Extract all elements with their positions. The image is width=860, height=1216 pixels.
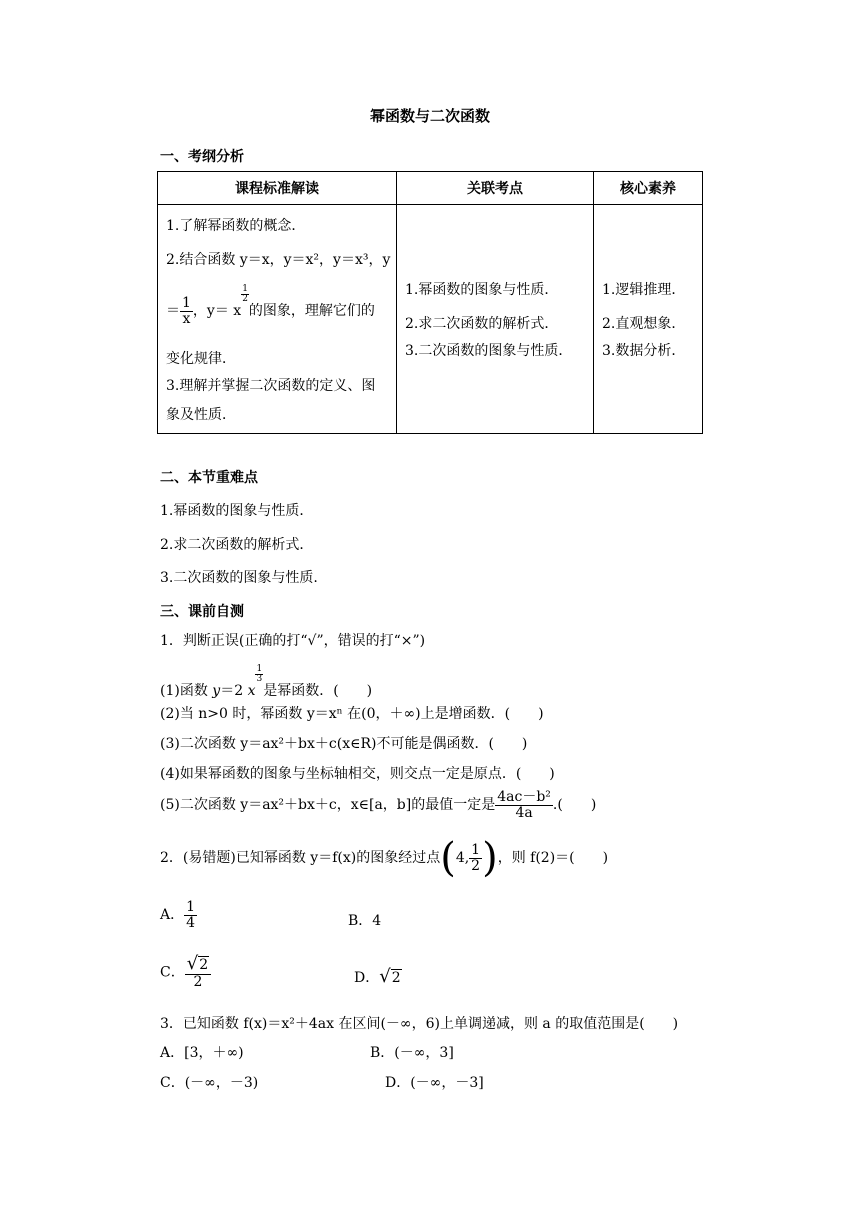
- point-item: 2.求二次函数的解析式．: [405, 316, 559, 332]
- standard-line: 3.理解并掌握二次函数的定义、图: [166, 378, 376, 394]
- exponent-fraction: $\frac{1}{2}$: [242, 284, 248, 304]
- question-3-option-c: C．(－∞，－3): [160, 1075, 259, 1091]
- question-2-option-b: B．4: [348, 913, 382, 929]
- fraction: $\frac{1}{2}$: [471, 841, 481, 874]
- question-3-option-d: D．(－∞，－3]: [385, 1075, 484, 1091]
- fraction: $\frac{1}{4}$: [186, 899, 196, 931]
- question-1-item-2: (2)当 n>0 时，幂函数 y＝xⁿ 在(0，＋∞)上是增函数．( ): [160, 706, 544, 722]
- question-1-item-1: (1)函数 y＝2 x $\frac{1}{3}$ 是幂函数．( ): [160, 664, 373, 699]
- literacy-item: 1.逻辑推理．: [602, 282, 686, 298]
- section-heading-key-points: 二、本节重难点: [160, 470, 258, 486]
- question-2-option-c: C． $\frac{√2}{2}$: [160, 955, 211, 990]
- standard-line: 2.结合函数 y＝x，y＝x²，y＝x³，y: [166, 252, 391, 268]
- fraction: $\frac{1}{x}$: [182, 294, 191, 327]
- sqrt: √2: [379, 966, 401, 987]
- standard-line: 变化规律．: [166, 351, 236, 367]
- point-item: 3.二次函数的图象与性质．: [405, 343, 573, 359]
- question-3-option-b: B．(－∞，3]: [370, 1045, 454, 1061]
- standard-line: 象及性质．: [166, 407, 236, 423]
- literacy-item: 3.数据分析．: [602, 343, 686, 359]
- table-cell-points: [397, 205, 594, 434]
- key-point-item: 1.幂函数的图象与性质．: [160, 503, 314, 519]
- question-3-stem: 3．已知函数 f(x)＝x²＋4ax 在区间(－∞，6)上单调递减，则 a 的取值范围是( ): [160, 1016, 679, 1032]
- table-header-standard: 课程标准解读: [158, 172, 397, 205]
- literacy-item: 2.直观想象．: [602, 316, 686, 332]
- question-2-stem: 2．(易错题)已知幂函数 y＝f(x)的图象经过点(4, $\frac{1}{2}$ )，则 f(2)＝( ): [160, 835, 609, 881]
- standard-line: 1.了解幂函数的概念．: [166, 218, 306, 234]
- question-1-stem: 1．判断正误(正确的打“√”，错误的打“×”): [160, 633, 426, 649]
- fraction: $\frac{√2}{2}$: [185, 955, 211, 990]
- question-2-option-d: D．√2: [354, 966, 401, 987]
- question-1-item-5: (5)二次函数 y＝ax²＋bx＋c，x∈[a，b]的最值一定是 $\frac{\text{4ac－b²}}{4a}$ .( ): [160, 789, 597, 821]
- page-title: 幂函数与二次函数: [369, 107, 490, 125]
- table-cell-standard: [158, 205, 397, 434]
- question-3-option-a: A．[3，＋∞): [160, 1045, 244, 1061]
- question-1-item-4: (4)如果幂函数的图象与坐标轴相交，则交点一定是原点．( ): [160, 766, 555, 782]
- table-header-points: 关联考点: [397, 172, 594, 205]
- outline-table: [157, 171, 703, 434]
- question-1-item-3: (3)二次函数 y＝ax²＋bx＋c(x∈R)不可能是偶函数．( ): [160, 736, 528, 752]
- table-header-literacy: 核心素养: [594, 172, 703, 205]
- section-heading-outline: 一、考纲分析: [160, 149, 244, 165]
- question-2-option-a: A． $\frac{1}{4}$: [160, 899, 196, 931]
- key-point-item: 3.二次函数的图象与性质.: [160, 570, 318, 586]
- key-point-item: 2.求二次函数的解析式．: [160, 537, 314, 553]
- point-item: 1.幂函数的图象与性质．: [405, 282, 559, 298]
- standard-line-formula: ＝ $\frac{1}{x}$ ，y＝ x $\frac{1}{2}$ 的图象，理解它们的: [166, 284, 375, 327]
- table-cell-literacy: [594, 205, 703, 434]
- fraction: $\frac{\text{4ac－b²}}{4a}$: [497, 789, 551, 821]
- section-heading-self-test: 三、课前自测: [160, 604, 244, 620]
- exponent-fraction: $\frac{1}{3}$: [256, 664, 263, 684]
